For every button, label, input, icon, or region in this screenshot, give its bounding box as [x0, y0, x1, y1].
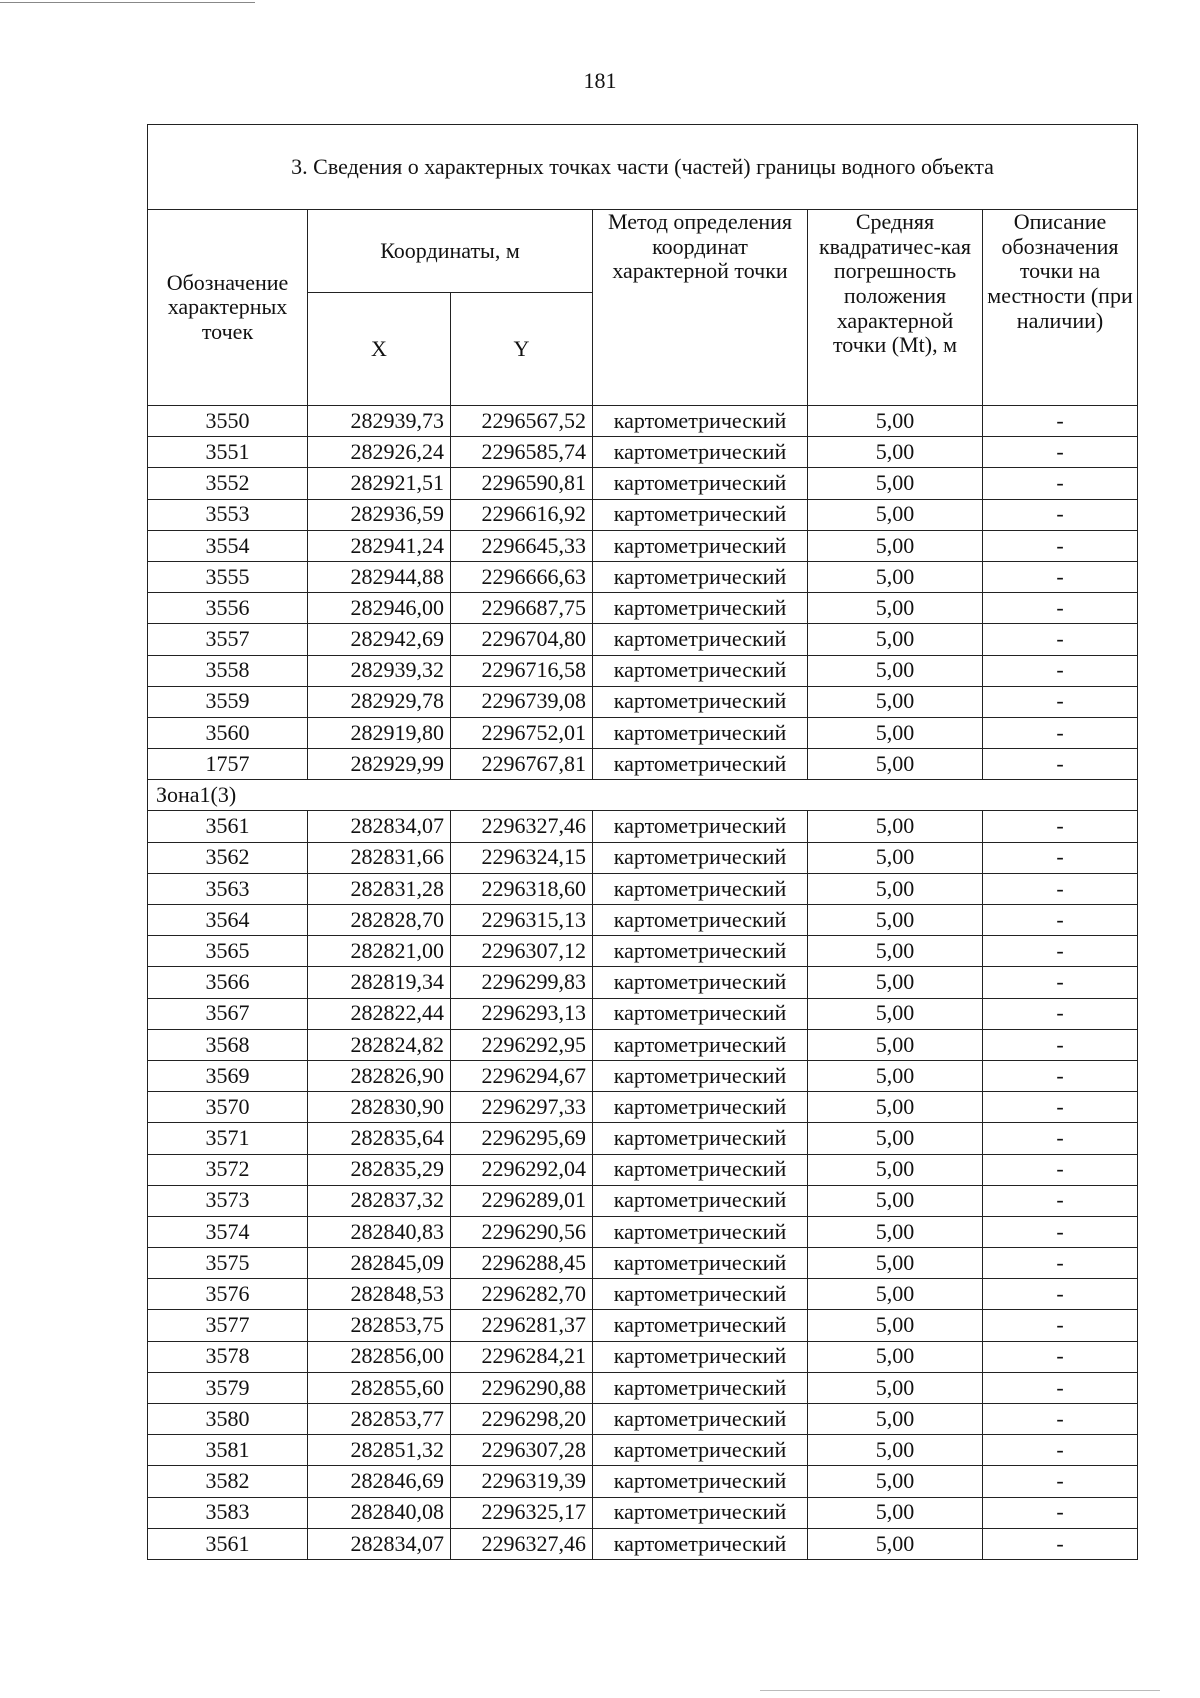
point-id-cell: 3570	[148, 1092, 308, 1123]
method-cell: картометрический	[593, 1123, 808, 1154]
point-id-cell: 3566	[148, 967, 308, 998]
method-cell: картометрический	[593, 1029, 808, 1060]
point-id-cell: 3583	[148, 1497, 308, 1528]
y-coordinate-cell: 2296288,45	[451, 1248, 593, 1279]
description-cell: -	[983, 1092, 1138, 1123]
x-coordinate-cell: 282845,09	[308, 1248, 451, 1279]
y-coordinate-cell: 2296585,74	[451, 437, 593, 468]
point-id-cell: 3555	[148, 561, 308, 592]
method-cell: картометрический	[593, 905, 808, 936]
method-cell: картометрический	[593, 468, 808, 499]
header-error: Средняя квадратичес-кая погрешность положения характерной точки (Mt), м	[808, 210, 983, 406]
x-coordinate-cell: 282834,07	[308, 1528, 451, 1559]
method-cell: картометрический	[593, 873, 808, 904]
description-cell: -	[983, 936, 1138, 967]
description-cell: -	[983, 1372, 1138, 1403]
error-cell: 5,00	[808, 530, 983, 561]
zone-label: Зона1(3)	[148, 780, 1138, 811]
x-coordinate-cell: 282921,51	[308, 468, 451, 499]
x-coordinate-cell: 282942,69	[308, 624, 451, 655]
x-coordinate-cell: 282835,29	[308, 1154, 451, 1185]
error-cell: 5,00	[808, 1216, 983, 1247]
method-cell: картометрический	[593, 749, 808, 780]
error-cell: 5,00	[808, 406, 983, 437]
description-cell: -	[983, 1185, 1138, 1216]
point-id-cell: 3581	[148, 1435, 308, 1466]
y-coordinate-cell: 2296307,28	[451, 1435, 593, 1466]
x-coordinate-cell: 282830,90	[308, 1092, 451, 1123]
y-coordinate-cell: 2296292,04	[451, 1154, 593, 1185]
description-cell: -	[983, 1341, 1138, 1372]
error-cell: 5,00	[808, 1123, 983, 1154]
description-cell: -	[983, 655, 1138, 686]
point-id-cell: 3577	[148, 1310, 308, 1341]
method-cell: картометрический	[593, 1341, 808, 1372]
method-cell: картометрический	[593, 842, 808, 873]
error-cell: 5,00	[808, 1435, 983, 1466]
x-coordinate-cell: 282840,83	[308, 1216, 451, 1247]
y-coordinate-cell: 2296767,81	[451, 749, 593, 780]
table-row	[148, 998, 1138, 1029]
x-coordinate-cell: 282855,60	[308, 1372, 451, 1403]
table-row	[148, 530, 1138, 561]
point-id-cell: 3571	[148, 1123, 308, 1154]
method-cell: картометрический	[593, 499, 808, 530]
method-cell: картометрический	[593, 936, 808, 967]
point-id-cell: 3573	[148, 1185, 308, 1216]
description-cell: -	[983, 717, 1138, 748]
table-row	[148, 936, 1138, 967]
y-coordinate-cell: 2296315,13	[451, 905, 593, 936]
coordinates-table	[147, 124, 1138, 1560]
method-cell: картометрический	[593, 1248, 808, 1279]
error-cell: 5,00	[808, 905, 983, 936]
x-coordinate-cell: 282835,64	[308, 1123, 451, 1154]
y-coordinate-cell: 2296292,95	[451, 1029, 593, 1060]
point-id-cell: 3567	[148, 998, 308, 1029]
table-row	[148, 1310, 1138, 1341]
x-coordinate-cell: 282941,24	[308, 530, 451, 561]
description-cell: -	[983, 468, 1138, 499]
error-cell: 5,00	[808, 1060, 983, 1091]
method-cell: картометрический	[593, 717, 808, 748]
scan-line-top-left	[0, 2, 255, 3]
page-number: 181	[583, 68, 617, 93]
table-row	[148, 1248, 1138, 1279]
description-cell: -	[983, 1216, 1138, 1247]
y-coordinate-cell: 2296290,88	[451, 1372, 593, 1403]
table-row	[148, 1435, 1138, 1466]
description-cell: -	[983, 1435, 1138, 1466]
table-row	[148, 437, 1138, 468]
method-cell: картометрический	[593, 530, 808, 561]
y-coordinate-cell: 2296293,13	[451, 998, 593, 1029]
table-row	[148, 624, 1138, 655]
error-cell: 5,00	[808, 749, 983, 780]
point-id-cell: 3568	[148, 1029, 308, 1060]
zone-header-row	[148, 780, 1138, 811]
method-cell: картометрический	[593, 1216, 808, 1247]
table-row	[148, 1185, 1138, 1216]
method-cell: картометрический	[593, 1435, 808, 1466]
table-row	[148, 749, 1138, 780]
table-row	[148, 593, 1138, 624]
table-row	[148, 905, 1138, 936]
error-cell: 5,00	[808, 561, 983, 592]
header-point-designation: Обозначение характерных точек	[148, 210, 308, 406]
table-body	[148, 406, 1138, 1560]
method-cell: картометрический	[593, 1404, 808, 1435]
point-id-cell: 1757	[148, 749, 308, 780]
error-cell: 5,00	[808, 1248, 983, 1279]
description-cell: -	[983, 437, 1138, 468]
point-id-cell: 3562	[148, 842, 308, 873]
description-cell: -	[983, 1497, 1138, 1528]
point-id-cell: 3579	[148, 1372, 308, 1403]
error-cell: 5,00	[808, 842, 983, 873]
point-id-cell: 3578	[148, 1341, 308, 1372]
header-y: Y	[451, 293, 593, 406]
table-row	[148, 1060, 1138, 1091]
table-title: 3. Сведения о характерных точках части (частей) границы водного объекта	[148, 125, 1138, 210]
method-cell: картометрический	[593, 1466, 808, 1497]
description-cell: -	[983, 1060, 1138, 1091]
description-cell: -	[983, 1154, 1138, 1185]
table-row	[148, 686, 1138, 717]
method-cell: картометрический	[593, 686, 808, 717]
x-coordinate-cell: 282821,00	[308, 936, 451, 967]
y-coordinate-cell: 2296289,01	[451, 1185, 593, 1216]
table-row	[148, 1466, 1138, 1497]
table-row	[148, 842, 1138, 873]
table-row	[148, 1497, 1138, 1528]
description-cell: -	[983, 873, 1138, 904]
x-coordinate-cell: 282834,07	[308, 811, 451, 842]
error-cell: 5,00	[808, 655, 983, 686]
method-cell: картометрический	[593, 1060, 808, 1091]
description-cell: -	[983, 749, 1138, 780]
y-coordinate-cell: 2296295,69	[451, 1123, 593, 1154]
scan-line-bottom-right	[760, 1690, 1160, 1691]
x-coordinate-cell: 282848,53	[308, 1279, 451, 1310]
description-cell: -	[983, 593, 1138, 624]
method-cell: картометрический	[593, 1310, 808, 1341]
table-row	[148, 1528, 1138, 1559]
x-coordinate-cell: 282840,08	[308, 1497, 451, 1528]
point-id-cell: 3576	[148, 1279, 308, 1310]
x-coordinate-cell: 282946,00	[308, 593, 451, 624]
point-id-cell: 3574	[148, 1216, 308, 1247]
description-cell: -	[983, 998, 1138, 1029]
description-cell: -	[983, 1279, 1138, 1310]
method-cell: картометрический	[593, 1279, 808, 1310]
description-cell: -	[983, 1528, 1138, 1559]
y-coordinate-cell: 2296319,39	[451, 1466, 593, 1497]
method-cell: картометрический	[593, 1497, 808, 1528]
point-id-cell: 3558	[148, 655, 308, 686]
point-id-cell: 3565	[148, 936, 308, 967]
y-coordinate-cell: 2296284,21	[451, 1341, 593, 1372]
point-id-cell: 3552	[148, 468, 308, 499]
y-coordinate-cell: 2296704,80	[451, 624, 593, 655]
method-cell: картометрический	[593, 1185, 808, 1216]
table-row	[148, 717, 1138, 748]
description-cell: -	[983, 530, 1138, 561]
method-cell: картометрический	[593, 1528, 808, 1559]
description-cell: -	[983, 561, 1138, 592]
error-cell: 5,00	[808, 1341, 983, 1372]
table-row	[148, 1404, 1138, 1435]
x-coordinate-cell: 282919,80	[308, 717, 451, 748]
table-row	[148, 499, 1138, 530]
y-coordinate-cell: 2296327,46	[451, 811, 593, 842]
point-id-cell: 3560	[148, 717, 308, 748]
method-cell: картометрический	[593, 593, 808, 624]
point-id-cell: 3563	[148, 873, 308, 904]
table-row	[148, 561, 1138, 592]
table-row	[148, 873, 1138, 904]
table-row	[148, 1123, 1138, 1154]
point-id-cell: 3582	[148, 1466, 308, 1497]
description-cell: -	[983, 686, 1138, 717]
table-row	[148, 1372, 1138, 1403]
x-coordinate-cell: 282831,28	[308, 873, 451, 904]
x-coordinate-cell: 282822,44	[308, 998, 451, 1029]
point-id-cell: 3575	[148, 1248, 308, 1279]
description-cell: -	[983, 1404, 1138, 1435]
description-cell: -	[983, 842, 1138, 873]
point-id-cell: 3557	[148, 624, 308, 655]
error-cell: 5,00	[808, 686, 983, 717]
description-cell: -	[983, 1310, 1138, 1341]
error-cell: 5,00	[808, 593, 983, 624]
method-cell: картометрический	[593, 1092, 808, 1123]
point-id-cell: 3572	[148, 1154, 308, 1185]
y-coordinate-cell: 2296298,20	[451, 1404, 593, 1435]
method-cell: картометрический	[593, 406, 808, 437]
x-coordinate-cell: 282853,75	[308, 1310, 451, 1341]
point-id-cell: 3580	[148, 1404, 308, 1435]
y-coordinate-cell: 2296716,58	[451, 655, 593, 686]
x-coordinate-cell: 282846,69	[308, 1466, 451, 1497]
x-coordinate-cell: 282944,88	[308, 561, 451, 592]
y-coordinate-cell: 2296307,12	[451, 936, 593, 967]
method-cell: картометрический	[593, 811, 808, 842]
error-cell: 5,00	[808, 998, 983, 1029]
point-id-cell: 3553	[148, 499, 308, 530]
table-row	[148, 1092, 1138, 1123]
point-id-cell: 3556	[148, 593, 308, 624]
description-cell: -	[983, 406, 1138, 437]
x-coordinate-cell: 282929,99	[308, 749, 451, 780]
y-coordinate-cell: 2296567,52	[451, 406, 593, 437]
y-coordinate-cell: 2296327,46	[451, 1528, 593, 1559]
y-coordinate-cell: 2296290,56	[451, 1216, 593, 1247]
x-coordinate-cell: 282837,32	[308, 1185, 451, 1216]
header-coordinates: Координаты, м	[308, 210, 593, 293]
error-cell: 5,00	[808, 1092, 983, 1123]
table-row	[148, 1279, 1138, 1310]
method-cell: картометрический	[593, 655, 808, 686]
description-cell: -	[983, 499, 1138, 530]
error-cell: 5,00	[808, 499, 983, 530]
error-cell: 5,00	[808, 717, 983, 748]
method-cell: картометрический	[593, 624, 808, 655]
method-cell: картометрический	[593, 437, 808, 468]
table-row	[148, 1216, 1138, 1247]
error-cell: 5,00	[808, 1466, 983, 1497]
point-id-cell: 3561	[148, 811, 308, 842]
description-cell: -	[983, 1123, 1138, 1154]
x-coordinate-cell: 282824,82	[308, 1029, 451, 1060]
point-id-cell: 3550	[148, 406, 308, 437]
table-row	[148, 1154, 1138, 1185]
y-coordinate-cell: 2296752,01	[451, 717, 593, 748]
point-id-cell: 3569	[148, 1060, 308, 1091]
description-cell: -	[983, 905, 1138, 936]
y-coordinate-cell: 2296281,37	[451, 1310, 593, 1341]
x-coordinate-cell: 282936,59	[308, 499, 451, 530]
error-cell: 5,00	[808, 437, 983, 468]
description-cell: -	[983, 624, 1138, 655]
error-cell: 5,00	[808, 1497, 983, 1528]
error-cell: 5,00	[808, 1279, 983, 1310]
y-coordinate-cell: 2296666,63	[451, 561, 593, 592]
error-cell: 5,00	[808, 1372, 983, 1403]
y-coordinate-cell: 2296590,81	[451, 468, 593, 499]
error-cell: 5,00	[808, 811, 983, 842]
error-cell: 5,00	[808, 1185, 983, 1216]
description-cell: -	[983, 1248, 1138, 1279]
table-row	[148, 655, 1138, 686]
point-id-cell: 3564	[148, 905, 308, 936]
table-row	[148, 1341, 1138, 1372]
table-row	[148, 967, 1138, 998]
method-cell: картометрический	[593, 1154, 808, 1185]
header-description: Описание обозначения точки на местности (при наличии)	[983, 210, 1138, 406]
y-coordinate-cell: 2296294,67	[451, 1060, 593, 1091]
table-row	[148, 1029, 1138, 1060]
y-coordinate-cell: 2296687,75	[451, 593, 593, 624]
method-cell: картометрический	[593, 1372, 808, 1403]
description-cell: -	[983, 811, 1138, 842]
description-cell: -	[983, 967, 1138, 998]
description-cell: -	[983, 1029, 1138, 1060]
y-coordinate-cell: 2296324,15	[451, 842, 593, 873]
x-coordinate-cell: 282939,73	[308, 406, 451, 437]
x-coordinate-cell: 282826,90	[308, 1060, 451, 1091]
error-cell: 5,00	[808, 1528, 983, 1559]
x-coordinate-cell: 282929,78	[308, 686, 451, 717]
method-cell: картометрический	[593, 561, 808, 592]
table-row	[148, 811, 1138, 842]
point-id-cell: 3551	[148, 437, 308, 468]
point-id-cell: 3561	[148, 1528, 308, 1559]
table-row	[148, 406, 1138, 437]
error-cell: 5,00	[808, 624, 983, 655]
y-coordinate-cell: 2296282,70	[451, 1279, 593, 1310]
method-cell: картометрический	[593, 967, 808, 998]
y-coordinate-cell: 2296297,33	[451, 1092, 593, 1123]
x-coordinate-cell: 282926,24	[308, 437, 451, 468]
x-coordinate-cell: 282851,32	[308, 1435, 451, 1466]
error-cell: 5,00	[808, 873, 983, 904]
error-cell: 5,00	[808, 1029, 983, 1060]
error-cell: 5,00	[808, 468, 983, 499]
description-cell: -	[983, 1466, 1138, 1497]
x-coordinate-cell: 282819,34	[308, 967, 451, 998]
error-cell: 5,00	[808, 1404, 983, 1435]
y-coordinate-cell: 2296318,60	[451, 873, 593, 904]
table-row	[148, 468, 1138, 499]
error-cell: 5,00	[808, 936, 983, 967]
y-coordinate-cell: 2296645,33	[451, 530, 593, 561]
y-coordinate-cell: 2296739,08	[451, 686, 593, 717]
error-cell: 5,00	[808, 1310, 983, 1341]
y-coordinate-cell: 2296299,83	[451, 967, 593, 998]
x-coordinate-cell: 282853,77	[308, 1404, 451, 1435]
point-id-cell: 3554	[148, 530, 308, 561]
x-coordinate-cell: 282828,70	[308, 905, 451, 936]
y-coordinate-cell: 2296616,92	[451, 499, 593, 530]
y-coordinate-cell: 2296325,17	[451, 1497, 593, 1528]
header-method: Метод определения координат характерной точки	[593, 210, 808, 406]
x-coordinate-cell: 282831,66	[308, 842, 451, 873]
point-id-cell: 3559	[148, 686, 308, 717]
error-cell: 5,00	[808, 1154, 983, 1185]
method-cell: картометрический	[593, 998, 808, 1029]
x-coordinate-cell: 282939,32	[308, 655, 451, 686]
error-cell: 5,00	[808, 967, 983, 998]
x-coordinate-cell: 282856,00	[308, 1341, 451, 1372]
header-x: X	[308, 293, 451, 406]
